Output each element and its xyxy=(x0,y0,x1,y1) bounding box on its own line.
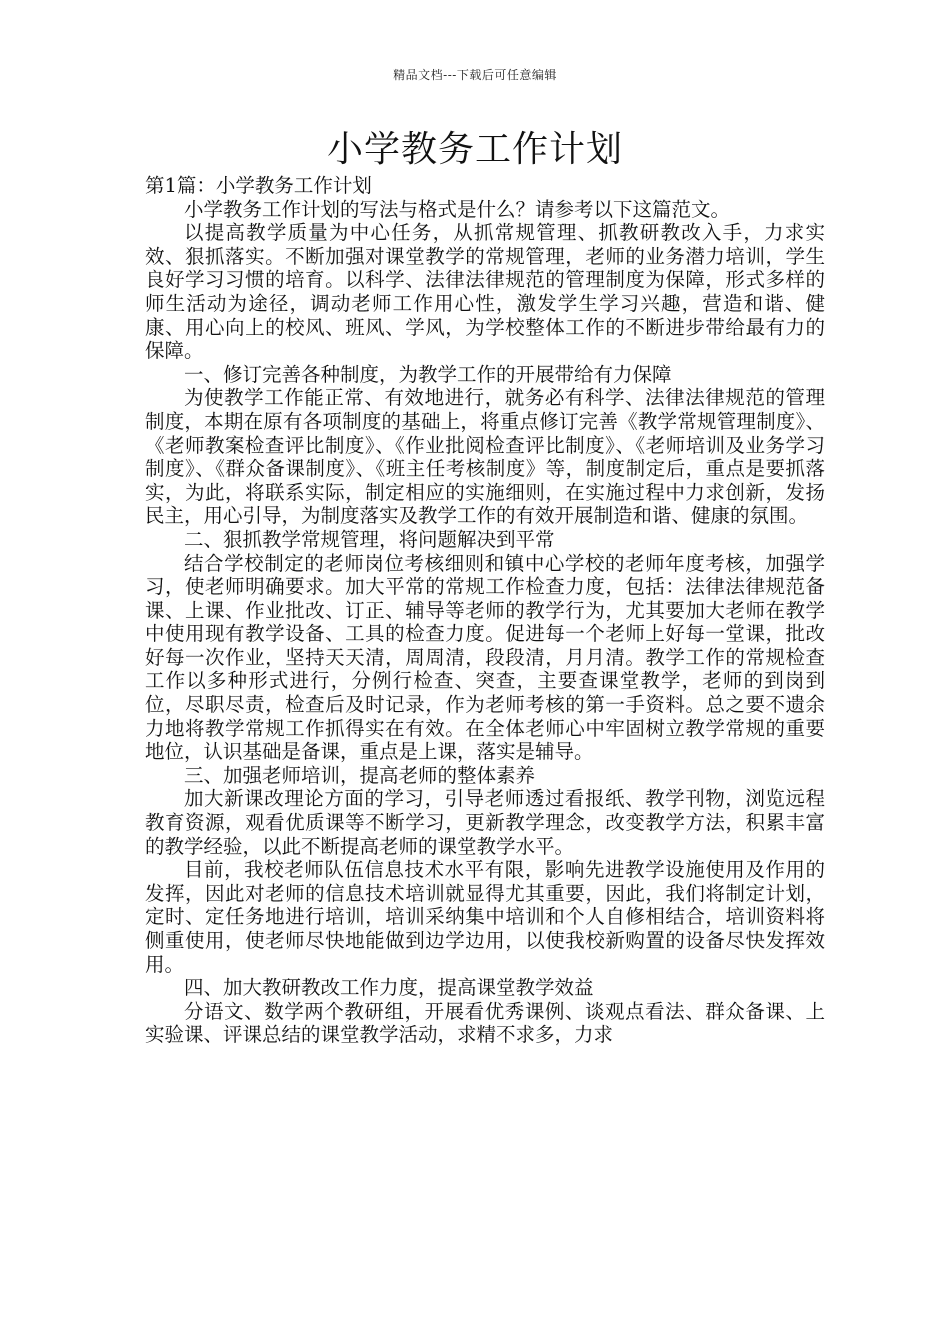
body-paragraph: 三、加强老师培训，提高老师的整体素养 xyxy=(184,763,536,787)
document-title: 小学教务工作计划 xyxy=(326,129,623,170)
body-paragraph: 小学教务工作计划的写法与格式是什么？请参考以下这篇范文。 xyxy=(184,197,731,221)
body-paragraph: 分语文、数学两个教研组，开展看优秀课例、谈观点看法、群众备课、上实验课、评课总结的课堂教学活动，求精不求多，力求 xyxy=(145,999,825,1047)
header-note: 精品文档---下载后可任意编辑 xyxy=(393,68,557,82)
document-body xyxy=(145,174,825,1047)
body-paragraph: 四、加大教研教改工作力度，提高课堂教学效益 xyxy=(184,976,594,1000)
body-paragraph: 第1篇：小学教务工作计划 xyxy=(145,174,372,197)
body-paragraph: 结合学校制定的老师岗位考核细则和镇中心学校的老师年度考核，加强学习，使老师明确要求。加大平常的常规工作检查力度，包括：法律法律规范备课、上课、作业批改、订正、辅导等老师的教学行为，尤其要加大老师在教学中使用现有教学设备、工具的检查力度。促进每一个老师上好每一堂课，批改好每一次作业，坚持天天清，周周清，段段清，月月清。教学工作的常规检查工作以多种形式进行，分例行检查、突查，主要查课堂教学，老师的到岗到位，尽职尽责，检查后及时记录，作为老师考核的第一手资料。总之要不遗余力地将教学常规工作抓得实在有效。在全体老师心中牢固树立教学常规的重要地位，认识基础是备课，重点是上课，落实是辅导。 xyxy=(145,551,825,764)
body-paragraph: 以提高教学质量为中心任务，从抓常规管理、抓教研教改入手，力求实效、狠抓落实。不断加强对课堂教学的常规管理，老师的业务潜力培训，学生良好学习习惯的培育。以科学、法律法律规范的管理制度为保障，形式多样的师生活动为途径，调动老师工作用心性，激发学生学习兴趣，营造和谐、健康、用心向上的校风、班风、学风，为学校整体工作的不断进步带给最有力的保障。 xyxy=(145,221,825,363)
body-paragraph: 目前，我校老师队伍信息技术水平有限，影响先进教学设施使用及作用的发挥，因此对老师的信息技术培训就显得尤其重要，因此，我们将制定计划，定时、定任务地进行培训，培训采纳集中培训和个人自修相结合，培训资料将侧重使用，使老师尽快地能做到边学边用，以使我校新购置的设备尽快发挥效用。 xyxy=(145,858,825,976)
body-paragraph: 为使教学工作能正常、有效地进行，就务必有科学、法律法律规范的管理制度，本期在原有各项制度的基础上，将重点修订完善《教学常规管理制度》、《老师教案检查评比制度》、《作业批阅检查评比制度》、《老师培训及业务学习制度》、《群众备课制度》、《班主任考核制度》等，制度制定后，重点是要抓落实，为此，将联系实际，制定相应的实施细则，在实施过程中力求创新，发扬民主，用心引导，为制度落实及教学工作的有效开展制造和谐、健康的氛围。 xyxy=(145,386,825,528)
body-paragraph: 二、狠抓教学常规管理，将问题解决到平常 xyxy=(184,527,555,551)
body-paragraph: 加大新课改理论方面的学习，引导老师透过看报纸、教学刊物，浏览远程教育资源，观看优质课等不断学习，更新教学理念，改变教学方法，积累丰富的教学经验，以此不断提高老师的课堂教学水平。 xyxy=(145,787,825,858)
body-paragraph: 一、修订完善各种制度，为教学工作的开展带给有力保障 xyxy=(184,362,672,386)
